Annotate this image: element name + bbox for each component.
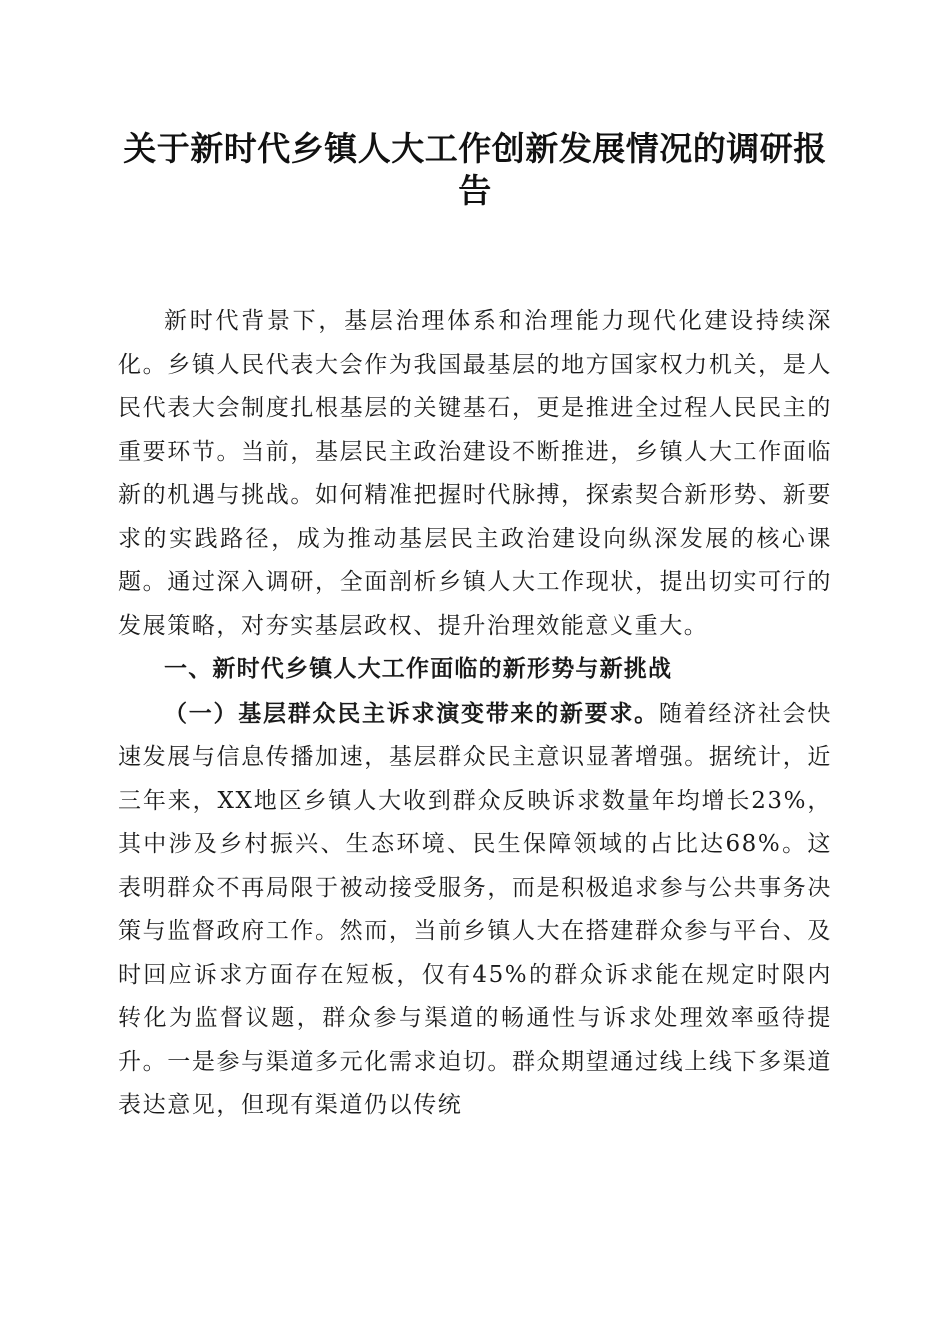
subsection-paragraph bbox=[118, 692, 832, 1128]
section-heading: 一、新时代乡镇人大工作面临的新形势与新挑战 bbox=[164, 656, 673, 682]
subsection-text: 随着经济社会快速发展与信息传播加速，基层群众民主意识显著增强。据统计，近三年来，XX地区乡镇人大收到群众反映诉求数量年均增长23%，其中涉及乡村振兴、生态环境、民生保障领域的占比达68%。这表明群众不再局限于被动接受服务，而是积极追求参与公共事务决策与监督政府工作。然而，当前乡镇人大在搭建群众参与平台、及时回应诉求方面存在短板，仅有45%的群众诉求能在规定时限内转化为监督议题，群众参与渠道的畅通性与诉求处理效率亟待提升。一是参与渠道多元化需求迫切。群众期望通过线上线下多渠道表达意见，但现有渠道仍以传统 bbox=[118, 700, 832, 1118]
document-title: 关于新时代乡镇人大工作创新发展情况的调研报告 bbox=[123, 129, 827, 210]
intro-paragraph: 新时代背景下，基层治理体系和治理能力现代化建设持续深化。乡镇人民代表大会作为我国最基层的地方国家权力机关，是人民代表大会制度扎根基层的关键基石，更是推进全过程人民民主的重要环节。当前，基层民主政治建设不断推进，乡镇人大工作面临新的机遇与挑战。如何精准把握时代脉搏，探索契合新形势、新要求的实践路径，成为推动基层民主政治建设向纵深发展的核心课题。通过深入调研，全面剖析乡镇人大工作现状，提出切实可行的发展策略，对夯实基层政权、提升治理效能意义重大。 bbox=[118, 308, 832, 639]
subsection-heading: （一）基层群众民主诉求演变带来的新要求。 bbox=[164, 699, 659, 727]
document-page bbox=[118, 128, 832, 1128]
document-body bbox=[118, 300, 832, 1128]
